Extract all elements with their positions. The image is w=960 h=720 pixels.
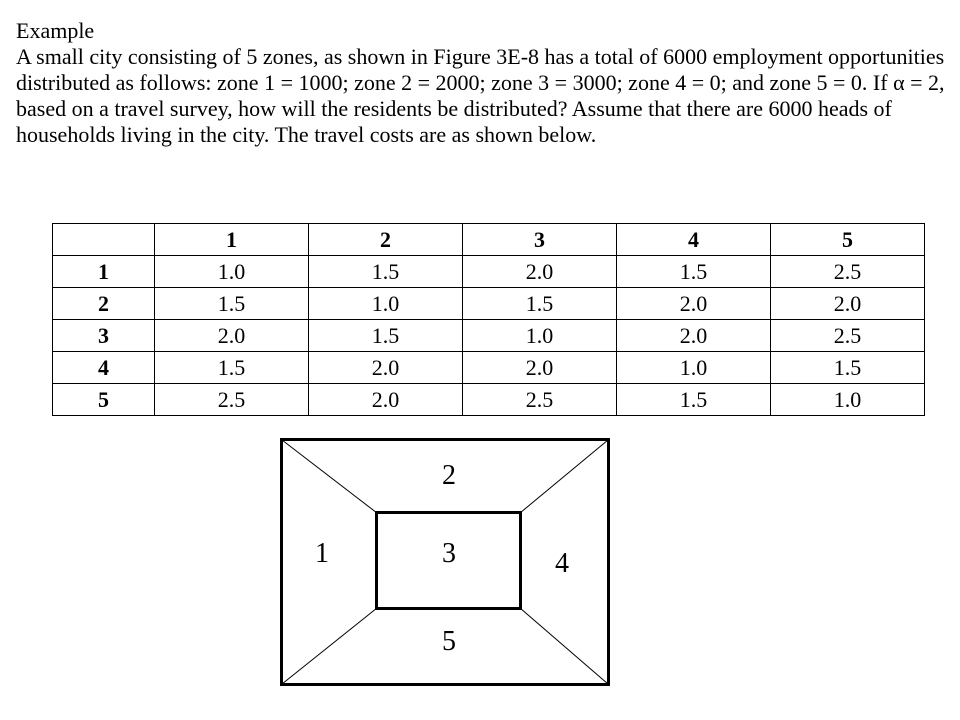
- table-cell: 1.5: [463, 288, 617, 320]
- table-cell: 2.0: [463, 256, 617, 288]
- table-cell: 2.0: [617, 320, 771, 352]
- table-cell: 1.5: [155, 352, 309, 384]
- table-cell: 1.5: [771, 352, 925, 384]
- column-header: 3: [463, 224, 617, 256]
- zone-label-1: 1: [315, 538, 329, 569]
- table-header-row: [53, 224, 925, 256]
- table-row: [53, 256, 925, 288]
- zone-label-5: 5: [442, 626, 456, 657]
- zone-map: [280, 438, 612, 688]
- divider-bottom-left: [282, 608, 377, 684]
- divider-top-right: [520, 440, 608, 513]
- divider-bottom-right: [520, 608, 608, 684]
- table-cell: 1.0: [771, 384, 925, 416]
- table-cell: 2.5: [155, 384, 309, 416]
- table-cell: 1.0: [155, 256, 309, 288]
- row-header: 1: [53, 256, 155, 288]
- row-header: 3: [53, 320, 155, 352]
- table-row: [53, 384, 925, 416]
- problem-statement: [16, 18, 952, 148]
- table-cell: 1.5: [617, 384, 771, 416]
- table-cell: 1.5: [309, 320, 463, 352]
- row-header: 5: [53, 384, 155, 416]
- example-heading: Example: [16, 18, 95, 43]
- zone-label-3: 3: [442, 538, 456, 569]
- table-cell: 2.0: [771, 288, 925, 320]
- table-corner-cell: [53, 224, 155, 256]
- problem-text: A small city consisting of 5 zones, as shown in Figure 3E-8 has a total of 6000 employment opportunities distributed as follows: zone 1 = 1000; zone 2 = 2000; zone 3 = 3000; zone 4 = 0; and zone 5 = 0. If α = 2, based on a travel survey, how will the residents be distributed? Assume that there are 6000 heads of households living in the city. The travel costs are as shown below.: [16, 44, 945, 147]
- zone-label-4: 4: [555, 548, 569, 579]
- travel-cost-table-wrapper: [52, 223, 925, 416]
- column-header: 5: [771, 224, 925, 256]
- row-header: 2: [53, 288, 155, 320]
- travel-cost-table: [52, 223, 925, 416]
- column-header: 2: [309, 224, 463, 256]
- table-row: [53, 352, 925, 384]
- zone-label-2: 2: [442, 460, 456, 491]
- table-cell: 1.0: [463, 320, 617, 352]
- row-header: 4: [53, 352, 155, 384]
- table-cell: 2.5: [771, 320, 925, 352]
- table-cell: 1.5: [309, 256, 463, 288]
- table-cell: 1.0: [617, 352, 771, 384]
- table-cell: 2.0: [155, 320, 309, 352]
- table-cell: 2.5: [463, 384, 617, 416]
- table-row: [53, 288, 925, 320]
- column-header: 4: [617, 224, 771, 256]
- table-cell: 2.0: [309, 384, 463, 416]
- table-cell: 2.0: [463, 352, 617, 384]
- table-cell: 2.0: [617, 288, 771, 320]
- table-cell: 2.0: [309, 352, 463, 384]
- divider-top-left: [282, 440, 377, 513]
- table-cell: 2.5: [771, 256, 925, 288]
- table-cell: 1.5: [155, 288, 309, 320]
- table-cell: 1.0: [309, 288, 463, 320]
- table-cell: 1.5: [617, 256, 771, 288]
- table-row: [53, 320, 925, 352]
- column-header: 1: [155, 224, 309, 256]
